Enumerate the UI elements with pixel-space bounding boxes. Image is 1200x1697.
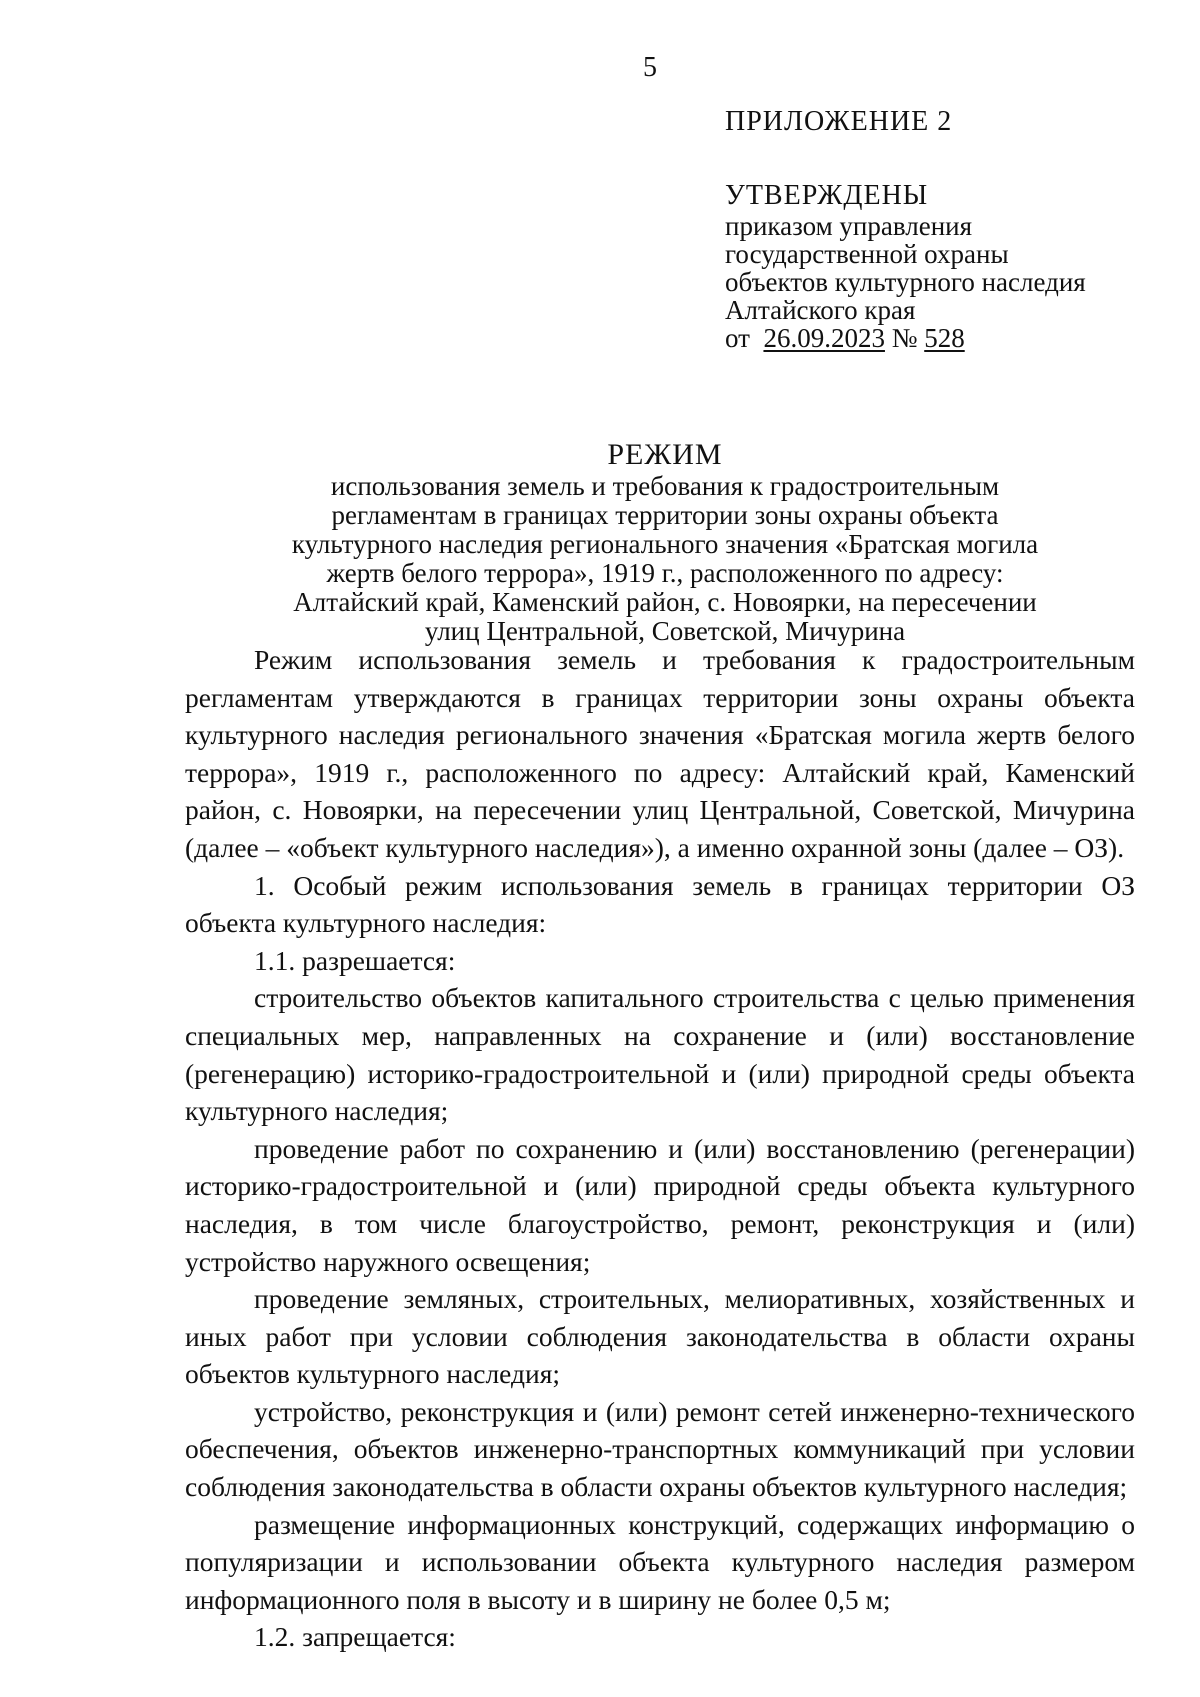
- order-date: 26.09.2023: [763, 323, 885, 353]
- document-body: [185, 641, 1135, 1656]
- order-date-number-line: [725, 324, 1185, 352]
- body-paragraph: устройство, реконструкция и (или) ремонт сетей инженерно-технического обеспечения, объектов инженерно-транспортных коммуникаций при условии соблюдения законодательства в области охраны объектов культурного наследия;: [185, 1395, 1135, 1503]
- regime-subtitle-line: использования земель и требования к градостроительным: [330, 471, 1000, 501]
- regime-subtitle-line: Алтайский край, Каменский район, с. Новоярки, на пересечении: [293, 587, 1037, 617]
- body-paragraph: 1.1. разрешается:: [254, 944, 456, 976]
- body-paragraph: проведение земляных, строительных, мелиоративных, хозяйственных и иных работ при условии соблюдения законодательства в области охраны объектов культурного наследия;: [185, 1283, 1135, 1390]
- regime-title: РЕЖИМ: [607, 438, 723, 471]
- regime-subtitle-line: регламентам в границах территории зоны охраны объекта: [331, 500, 999, 530]
- body-paragraph: проведение работ по сохранению и (или) восстановлению (регенерации) историко-градостроительной и (или) природной среды объекта культурного наследия, в том числе благоустройство, ремонт, реконструкция и (или) устройство наружного освещения;: [185, 1132, 1135, 1277]
- regime-subtitle-line: жертв белого террора», 1919 г., расположенного по адресу:: [326, 558, 1004, 588]
- appendix-block: [725, 108, 1185, 352]
- appendix-title: ПРИЛОЖЕНИЕ 2: [725, 106, 953, 137]
- body-paragraph: строительство объектов капитального строительства с целью применения специальных мер, направленных на сохранение и (или) восстановление (регенерацию) историко-градостроительной и (или) природной среды объекта культурного наследия;: [185, 982, 1135, 1127]
- order-number: 528: [924, 323, 965, 353]
- regime-subtitle-line: культурного наследия регионального значения «Братская могила: [291, 529, 1039, 559]
- page-number: 5: [643, 52, 657, 83]
- regime-heading: [200, 438, 1130, 646]
- regime-subtitle-line: улиц Центральной, Советской, Мичурина: [424, 616, 906, 646]
- approved-title: УТВЕРЖДЕНЫ: [725, 180, 929, 211]
- approval-line: объектов культурного наследия: [725, 267, 1086, 297]
- body-paragraph: размещение информационных конструкций, содержащих информацию о популяризации и использовании объекта культурного наследия размером информационного поля в высоту и в ширину не более 0,5 м;: [185, 1508, 1135, 1615]
- number-prefix: №: [891, 323, 918, 353]
- body-paragraph: 1.2. запрещается:: [254, 1621, 456, 1653]
- body-paragraph: Режим использования земель и требования к градостроительным регламентам утверждаются в границах территории зоны охраны объекта культурного наследия регионального значения «Братская могила жертв белого террора», 1919 г., расположенного по адресу: Алтайский край, Каменский район, с. Новоярки, на пересечении улиц Центральной, Советской, Мичурина (далее – «объект культурного наследия»), а именно охранной зоны (далее – ОЗ).: [185, 644, 1135, 863]
- approval-line: Алтайского края: [725, 295, 916, 325]
- body-paragraph: 1. Особый режим использования земель в границах территории ОЗ объекта культурного наследия:: [185, 869, 1135, 939]
- date-prefix: от: [725, 323, 750, 353]
- approval-line: государственной охраны: [725, 239, 1009, 269]
- approval-line: приказом управления: [725, 211, 973, 241]
